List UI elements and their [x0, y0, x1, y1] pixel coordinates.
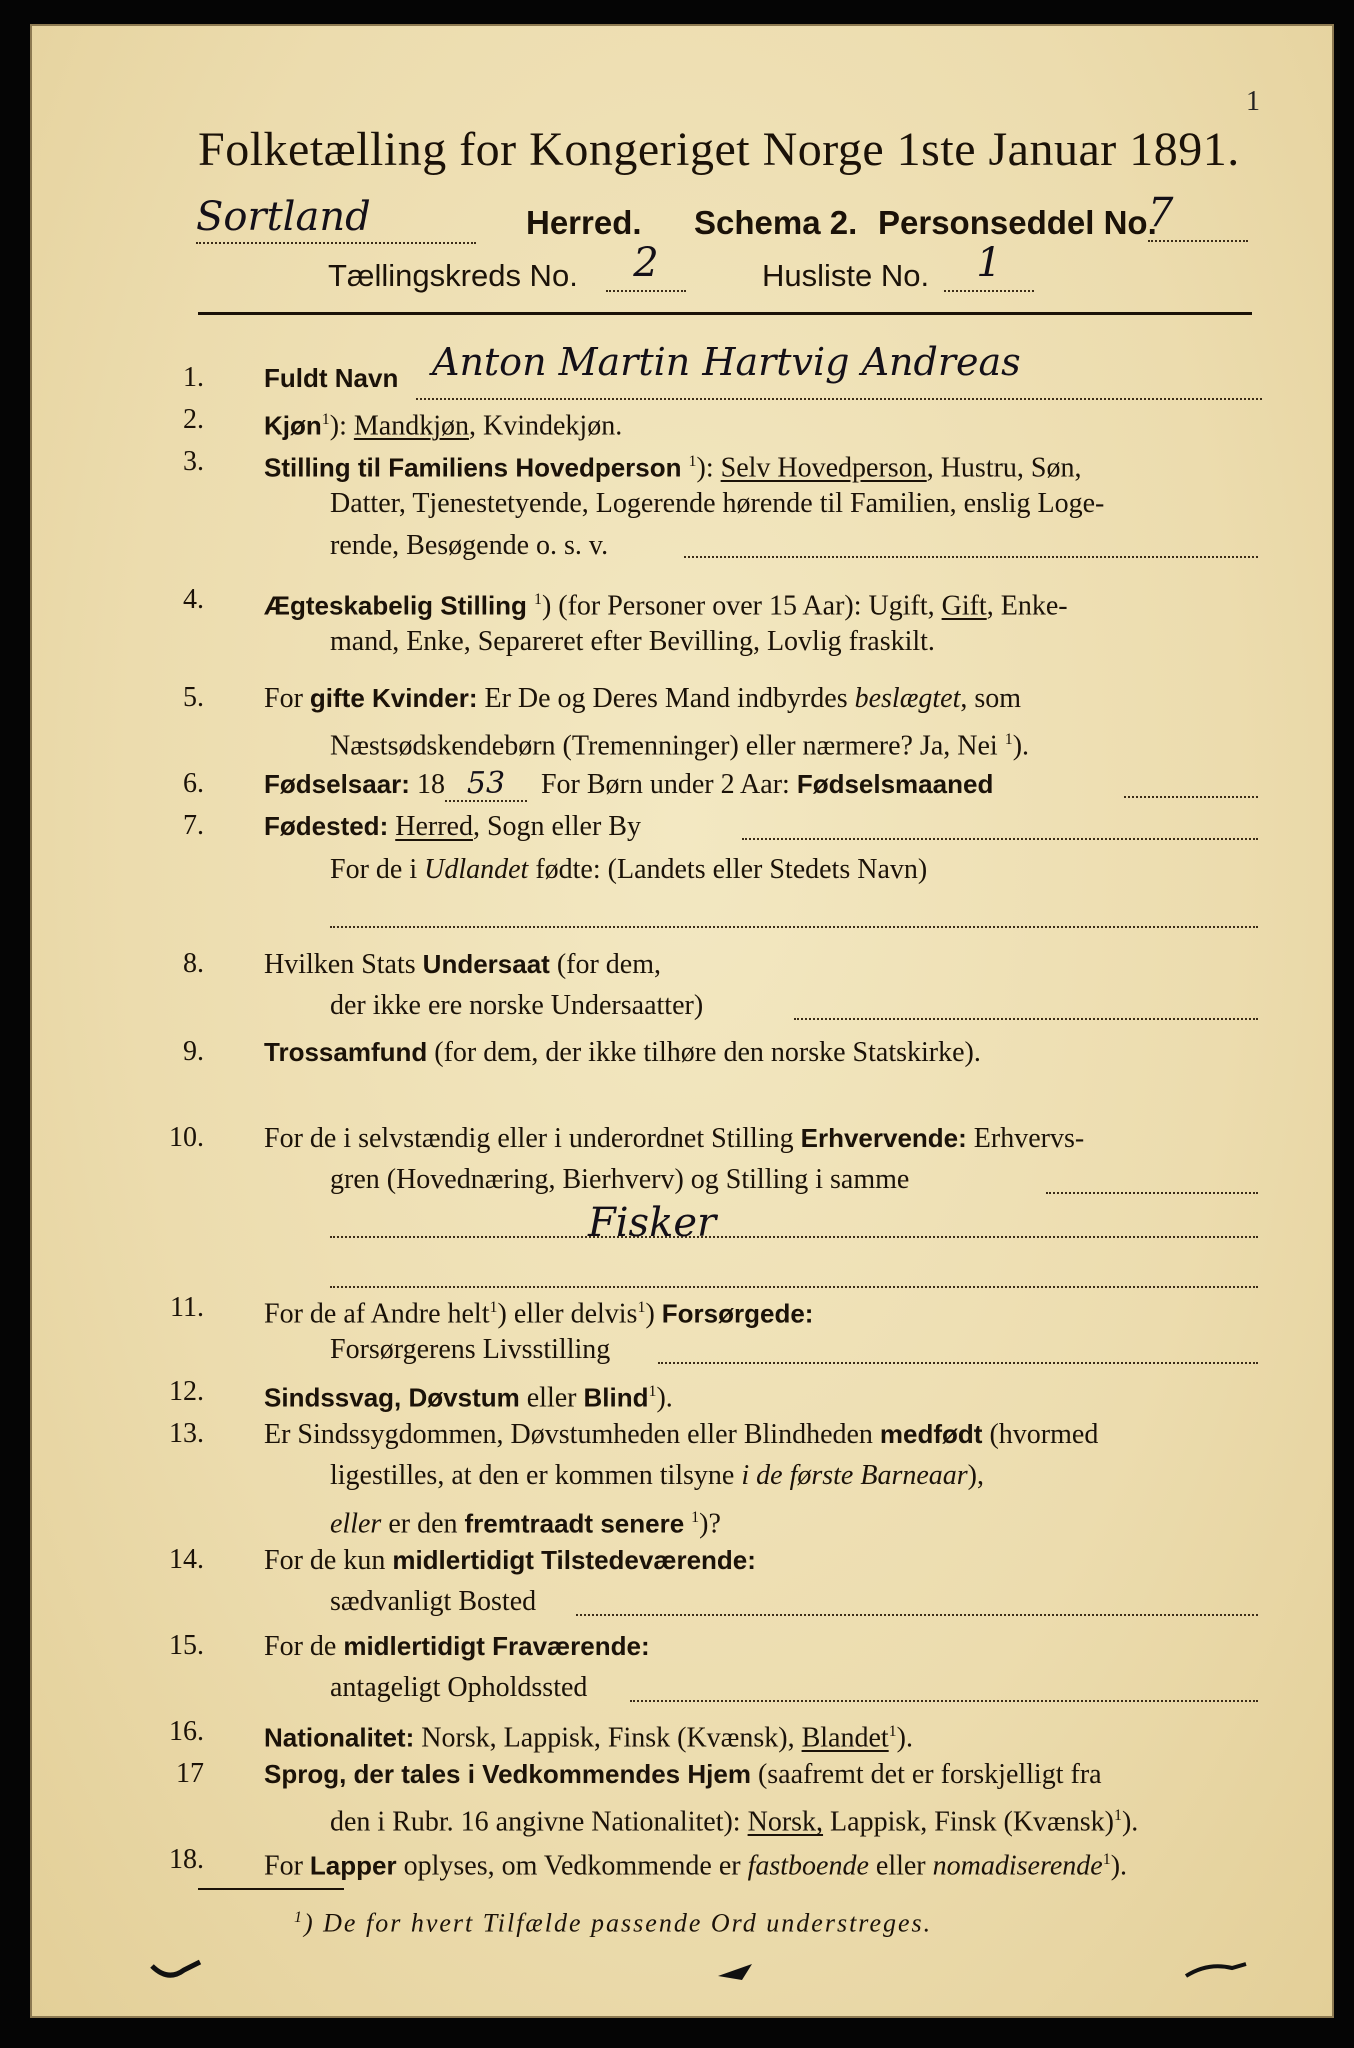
- q10-text2: Erhvervs-: [973, 1123, 1085, 1154]
- q13-sup: 1: [691, 1509, 700, 1526]
- q13-line3-bold: fremtraadt senere: [464, 1508, 685, 1539]
- q1-answer-handwritten: Anton Martin Hartvig Andreas: [432, 340, 1021, 384]
- q17-bold: Sprog, der tales i Vedkommendes Hjem: [264, 1759, 751, 1789]
- q17-close: ).: [1121, 1806, 1139, 1838]
- q14-number: 14.: [169, 1544, 204, 1575]
- q1-number: 1.: [183, 362, 204, 393]
- q18-text2: oplyses, om Vedkommende er: [403, 1850, 741, 1882]
- q16-close: ).: [896, 1722, 913, 1754]
- q2-sup-paren: ): [329, 410, 340, 442]
- q15-line1: [264, 1630, 650, 1663]
- q16-bold: Nationalitet:: [264, 1722, 415, 1753]
- taellingskreds-label: Tællingskreds No.: [328, 258, 578, 293]
- q4-sup-paren: ): [541, 590, 552, 622]
- q3-line3: rende, Besøgende o. s. v.: [330, 530, 609, 561]
- q3-rest: , Hustru, Søn,: [926, 452, 1082, 484]
- q3-label: Stilling til Familiens Hovedperson: [264, 452, 682, 483]
- q11-text1: For de af Andre helt: [264, 1298, 490, 1330]
- q11-sup1: 1: [489, 1299, 498, 1316]
- q8-text1: Hvilken Stats: [264, 949, 416, 980]
- q16-selected: Blandet: [801, 1722, 889, 1754]
- personseddel-label: Personseddel No.: [878, 204, 1157, 241]
- q13-text2: (hvormed: [989, 1419, 1099, 1450]
- q13-text1: Er Sindssygdommen, Døvstumheden eller Blindheden: [264, 1419, 873, 1450]
- q18-sup: 1: [1102, 1851, 1111, 1868]
- q3-sup: 1: [688, 453, 697, 470]
- q2-text: Kjøn$^1$): Mandkjøn, Kvindekjøn.: [264, 410, 623, 442]
- q13-line2-italic: i de første Barneaar: [741, 1460, 968, 1491]
- q17-text: (saafremt det er forskjelligt fra: [757, 1759, 1102, 1790]
- husliste-number: 1: [944, 240, 1034, 292]
- q11-sup2: 1: [637, 1299, 646, 1316]
- q13-bold: medfødt: [879, 1419, 983, 1449]
- footnote: [294, 1902, 932, 1940]
- q2-selected: Mandkjøn: [353, 410, 469, 442]
- q9-number: 9.: [183, 1036, 204, 1067]
- q5-line2: [330, 724, 1029, 762]
- q3-sup-paren: ): [696, 452, 706, 484]
- q3-line2: Datter, Tjenestetyende, Logerende hørende til Familien, enslig Loge-: [330, 488, 1105, 519]
- q3-selected: Selv Hovedperson: [720, 452, 927, 484]
- q6-label: Fødselsaar:: [264, 769, 410, 799]
- q4-text2: , Enke-: [986, 590, 1068, 622]
- q18-text3: eller: [875, 1850, 926, 1882]
- q18-text1: For: [264, 1850, 303, 1882]
- q15-line2: antageligt Opholdssted: [330, 1672, 588, 1703]
- q12-bold1: Sindssvag, Døvstum: [264, 1382, 520, 1413]
- q5-number: 5.: [183, 682, 204, 713]
- herred-name-handwritten: Sortland: [196, 194, 476, 244]
- q17-line2: [330, 1800, 1138, 1838]
- q11-paren2: ): [645, 1298, 655, 1330]
- q1-label: Fuldt Navn: [264, 363, 399, 393]
- q10-text1: For de i selvstændig eller i underordnet Stilling: [264, 1123, 794, 1154]
- q13-line2: [330, 1460, 984, 1492]
- q11-number: 11.: [170, 1292, 204, 1323]
- q11-line1: [264, 1292, 813, 1330]
- q8-line2: der ikke ere norske Undersaatter): [330, 990, 704, 1021]
- q2-rest: , Kvindekjøn.: [468, 410, 623, 442]
- taellingskreds-number: 2: [606, 240, 686, 292]
- q6-line: [264, 768, 993, 802]
- q5-italic: beslægtet: [854, 683, 961, 714]
- q17-number: 17: [176, 1758, 204, 1789]
- q8-text2: (for dem,: [556, 949, 662, 980]
- ink-mark-left: [148, 1956, 208, 1986]
- q14-text: For de kun: [264, 1545, 386, 1576]
- q3-number: 3.: [183, 446, 204, 477]
- census-form-page: [30, 24, 1334, 2018]
- q15-bold: midlertidigt Fraværende:: [343, 1631, 650, 1661]
- q7-foreign-line: [330, 922, 1258, 928]
- q6-text: For Børn under 2 Aar:: [540, 769, 790, 800]
- q14-line2: sædvanligt Bosted: [330, 1586, 537, 1617]
- q4-line2: mand, Enke, Separeret efter Bevilling, Lovlig fraskilt.: [330, 626, 935, 657]
- ink-mark-right: [1182, 1956, 1252, 1986]
- q6-number: 6.: [183, 768, 204, 799]
- footnote-marker: 1: [294, 1909, 304, 1926]
- personseddel-number: 7: [1148, 190, 1248, 242]
- q2-label: Kjøn: [264, 410, 322, 441]
- q12-text: eller: [526, 1382, 577, 1414]
- form-title: Folketælling for Kongeriget Norge 1ste Januar 1891.: [198, 123, 1240, 176]
- q4-selected: Gift: [941, 590, 987, 622]
- q15-answer-line: [630, 1696, 1258, 1702]
- q12-line: [264, 1376, 673, 1414]
- q4-number: 4.: [183, 584, 204, 615]
- q9-bold: Trossamfund: [264, 1037, 428, 1067]
- q13-line2b: ),: [967, 1460, 984, 1491]
- q11-line2: Forsørgerens Livsstilling: [330, 1334, 611, 1365]
- q18-line: [264, 1844, 1127, 1882]
- q17-line2b: Lappisk, Finsk (Kvænsk): [830, 1806, 1114, 1838]
- q10-answer-handwritten: Fisker: [588, 1200, 717, 1246]
- q10-bold: Erhvervende:: [800, 1123, 967, 1153]
- q8-number: 8.: [183, 948, 204, 979]
- q13-number: 13.: [169, 1418, 204, 1449]
- q12-number: 12.: [169, 1376, 204, 1407]
- q13-line3-italic: eller: [330, 1508, 382, 1540]
- q5-line2-text: Næstsødskendebørn (Tremenninger) eller nærmere? Ja, Nei: [330, 730, 998, 762]
- q15-number: 15.: [169, 1630, 204, 1661]
- q9-text: (for dem, der ikke tilhøre den norske Statskirke).: [434, 1037, 981, 1068]
- q13-line3b: )?: [699, 1508, 721, 1540]
- q9-line: [264, 1036, 981, 1069]
- q17-selected: Norsk,: [747, 1806, 824, 1838]
- q2-number: 2.: [183, 404, 204, 435]
- q2-sup: 1: [321, 411, 330, 428]
- q14-line1: [264, 1544, 756, 1577]
- q3-line1: Stilling til Familiens Hovedperson $^1$): Selv Hovedperson, Hustru, Søn,: [264, 452, 1082, 484]
- q18-bold: Lapper: [309, 1850, 397, 1881]
- q3-answer-line: [684, 552, 1258, 558]
- q5-text1: For: [264, 683, 303, 714]
- q10-answer-line-2: [330, 1232, 1258, 1238]
- q5-bold: gifte Kvinder:: [309, 683, 478, 713]
- q4-text1: (for Personer over 15 Aar): Ugift,: [558, 590, 935, 622]
- q13-line3a: er den: [388, 1508, 458, 1540]
- q10-answer-line-3: [330, 1282, 1258, 1288]
- q7-label: Fødested:: [264, 811, 389, 841]
- q10-line2: gren (Hovednæring, Bierhverv) og Stilling i samme: [330, 1164, 910, 1195]
- q13-line1: [264, 1418, 1098, 1451]
- q14-answer-line: [576, 1610, 1258, 1616]
- q7-line1: [264, 810, 641, 843]
- q4-sup: 1: [533, 591, 542, 608]
- page-corner-number: 1: [1246, 86, 1260, 117]
- q5-text2: Er De og Deres Mand indbyrdes: [484, 683, 848, 714]
- q11-paren1: ): [497, 1298, 507, 1330]
- q10-number: 10.: [169, 1122, 204, 1153]
- husliste-label: Husliste No.: [762, 258, 930, 293]
- q7-line2: [330, 854, 927, 886]
- q14-bold: midlertidigt Tilstedeværende:: [392, 1545, 756, 1575]
- q17-line2a: den i Rubr. 16 angivne Nationalitet):: [330, 1806, 741, 1838]
- q10-line1: [264, 1122, 1084, 1155]
- q16-line: [264, 1716, 913, 1754]
- header-rule: [198, 312, 1252, 315]
- q15-text: For de: [264, 1631, 337, 1662]
- q16-number: 16.: [169, 1716, 204, 1747]
- q7-selected: Herred: [395, 811, 473, 842]
- q8-line1: [264, 948, 661, 981]
- q11-bold: Forsørgede:: [661, 1298, 814, 1329]
- q5-close: ).: [1012, 730, 1030, 762]
- q18-close: ).: [1110, 1850, 1128, 1882]
- q18-italic1: fastboende: [747, 1850, 869, 1882]
- q7-rest: , Sogn eller By: [472, 811, 641, 842]
- q5-text3: , som: [960, 683, 1022, 714]
- herred-label: Herred.: [526, 204, 642, 241]
- q12-sup: 1: [648, 1383, 657, 1400]
- q12-close: ).: [656, 1382, 673, 1414]
- q8-bold: Undersaat: [422, 949, 550, 979]
- q11-text2: eller delvis: [513, 1298, 638, 1330]
- footnote-text: ) De for hvert Tilfælde passende Ord understreges.: [304, 1908, 933, 1938]
- q16-text: Norsk, Lappisk, Finsk (Kvænsk),: [421, 1722, 795, 1754]
- q6-answer-handwritten: 53: [445, 768, 527, 802]
- q13-line2a: ligestilles, at den er kommen tilsyne: [330, 1460, 735, 1491]
- q5-line1: [264, 682, 1021, 715]
- q16-sup: 1: [888, 1723, 897, 1740]
- footnote-rule: [198, 1888, 344, 1890]
- q18-italic2: nomadiserende: [932, 1850, 1103, 1882]
- q8-answer-line: [794, 1014, 1258, 1020]
- q5-sup: 1: [1004, 731, 1013, 748]
- ink-mark-center: [712, 1956, 772, 1986]
- q10-answer-line-1: [1046, 1188, 1258, 1194]
- q17-sup: 1: [1113, 1807, 1122, 1824]
- q7-line2a: For de i: [330, 854, 418, 885]
- q12-bold2: Blind: [583, 1382, 649, 1413]
- q13-line3: [330, 1502, 721, 1540]
- schema-label: Schema 2.: [694, 204, 858, 241]
- q4-line1: [264, 584, 1068, 622]
- q6-month-line: [1124, 792, 1258, 798]
- q6-bold2: Fødselsmaaned: [796, 769, 994, 799]
- q4-label: Ægteskabelig Stilling: [264, 590, 527, 621]
- q7-italic: Udlandet: [424, 854, 529, 885]
- q7-line2b: fødte: (Landets eller Stedets Navn): [535, 854, 928, 885]
- q7-answer-line: [742, 834, 1258, 840]
- q7-number: 7.: [183, 810, 204, 841]
- q17-line1: [264, 1758, 1102, 1791]
- q11-answer-line: [658, 1358, 1258, 1364]
- q18-number: 18.: [169, 1844, 204, 1875]
- q6-prefix: 18: [416, 769, 445, 800]
